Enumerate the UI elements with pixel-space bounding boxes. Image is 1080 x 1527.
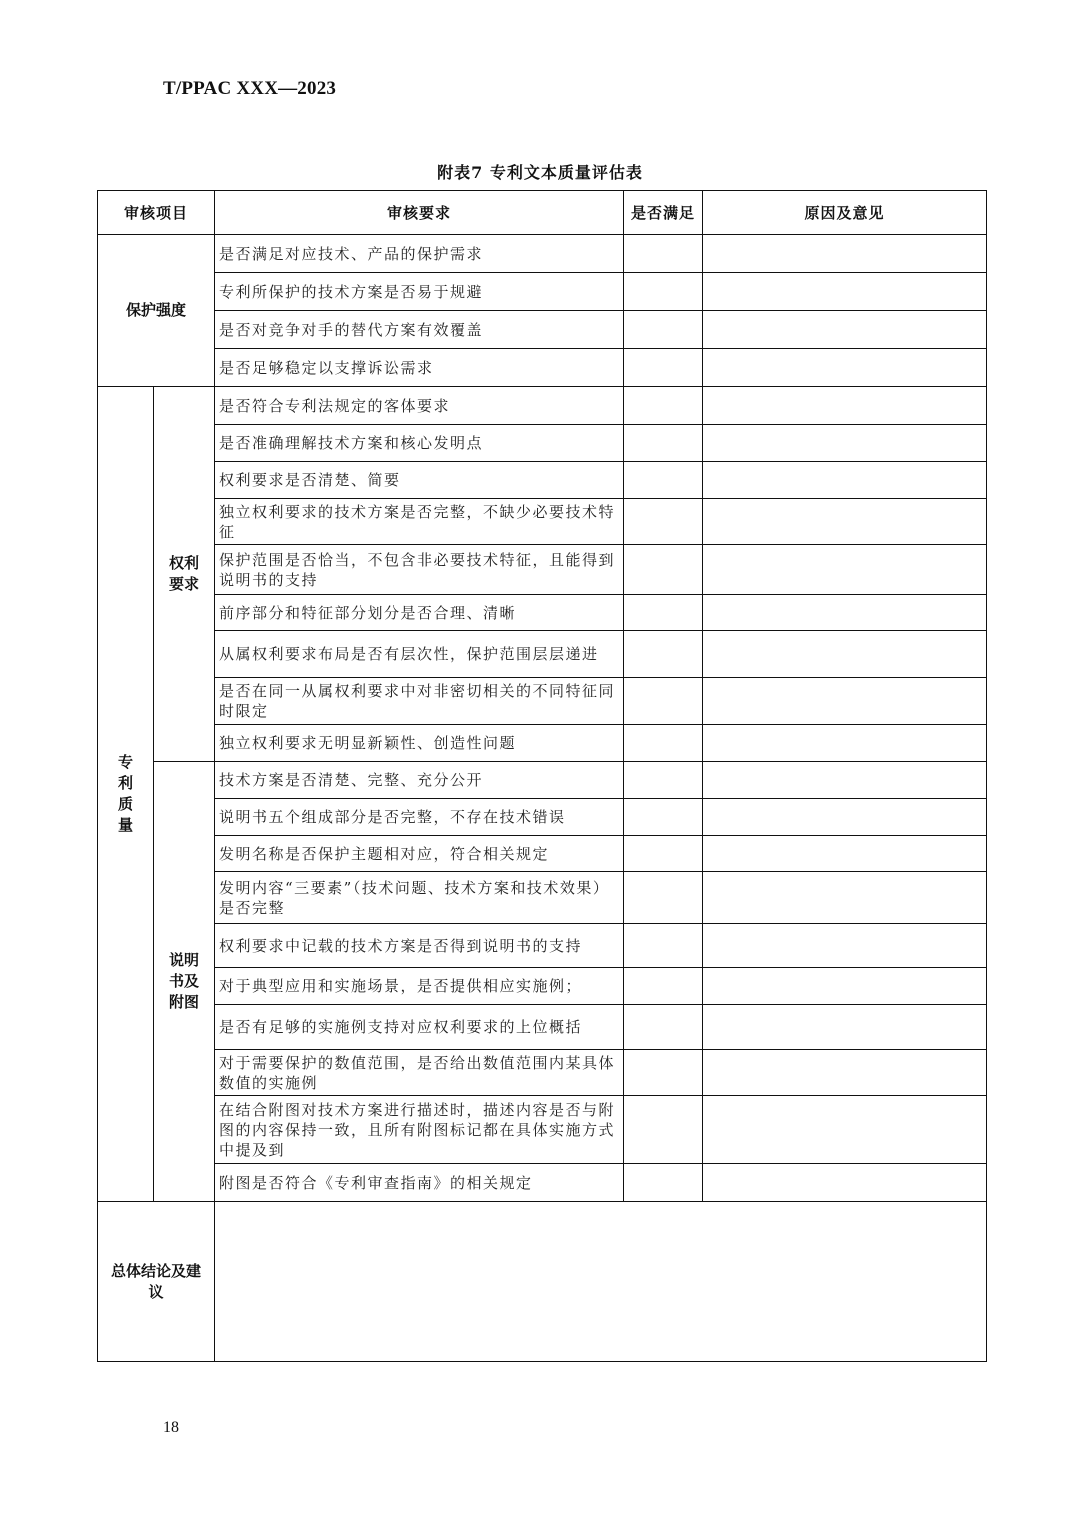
category-protection: 保护强度: [98, 235, 215, 387]
satisfied-cell[interactable]: [624, 799, 703, 836]
reason-cell[interactable]: [703, 273, 987, 311]
requirement-cell: 从属权利要求布局是否有层次性，保护范围层层递进: [215, 631, 624, 678]
table-row: [98, 1050, 987, 1096]
table-row: [98, 545, 987, 595]
conclusion-label: [98, 1202, 215, 1362]
satisfied-cell[interactable]: [624, 235, 703, 273]
satisfied-cell[interactable]: [624, 678, 703, 725]
reason-cell[interactable]: [703, 1050, 987, 1096]
reason-cell[interactable]: [703, 872, 987, 924]
column-header-requirement: 审核要求: [215, 191, 624, 235]
table-row: [98, 799, 987, 836]
reason-cell[interactable]: [703, 349, 987, 387]
subcategory-claims-label: 权利要求: [168, 554, 199, 593]
reason-cell[interactable]: [703, 836, 987, 872]
table-row: [98, 387, 987, 425]
requirement-cell: 技术方案是否清楚、完整、充分公开: [215, 762, 624, 799]
category-quality: [98, 387, 154, 1202]
requirement-cell: 权利要求是否清楚、简要: [215, 462, 624, 499]
requirement-cell: 对于需要保护的数值范围，是否给出数值范围内某具体数值的实施例: [215, 1050, 624, 1096]
requirement-cell: 前序部分和特征部分划分是否合理、清晰: [215, 595, 624, 631]
requirement-cell: 附图是否符合《专利审查指南》的相关规定: [215, 1164, 624, 1202]
column-header-reason: 原因及意见: [703, 191, 987, 235]
satisfied-cell[interactable]: [624, 425, 703, 462]
reason-cell[interactable]: [703, 425, 987, 462]
satisfied-cell[interactable]: [624, 872, 703, 924]
satisfied-cell[interactable]: [624, 273, 703, 311]
reason-cell[interactable]: [703, 499, 987, 545]
table-caption: 附表7 专利文本质量评估表: [437, 163, 643, 182]
subcategory-specification-label: 说明书及附图: [168, 951, 199, 1011]
table-row: [98, 235, 987, 273]
evaluation-table: [97, 190, 987, 1362]
satisfied-cell[interactable]: [624, 499, 703, 545]
requirement-cell: 发明内容“三要素”（技术问题、技术方案和技术效果）是否完整: [215, 872, 624, 924]
satisfied-cell[interactable]: [624, 1050, 703, 1096]
reason-cell[interactable]: [703, 595, 987, 631]
subcategory-specification: [154, 762, 215, 1202]
reason-cell[interactable]: [703, 545, 987, 595]
document-code: T/PPAC XXX—2023: [163, 78, 337, 99]
reason-cell[interactable]: [703, 924, 987, 968]
requirement-cell: 权利要求中记载的技术方案是否得到说明书的支持: [215, 924, 624, 968]
satisfied-cell[interactable]: [624, 311, 703, 349]
satisfied-cell[interactable]: [624, 631, 703, 678]
table-row: [98, 595, 987, 631]
requirement-cell: 发明名称是否保护主题相对应，符合相关规定: [215, 836, 624, 872]
satisfied-cell[interactable]: [624, 1096, 703, 1164]
requirement-cell: 保护范围是否恰当，不包含非必要技术特征，且能得到说明书的支持: [215, 545, 624, 595]
reason-cell[interactable]: [703, 1096, 987, 1164]
table-row: [98, 678, 987, 725]
satisfied-cell[interactable]: [624, 924, 703, 968]
satisfied-cell[interactable]: [624, 545, 703, 595]
requirement-cell: 是否准确理解技术方案和核心发明点: [215, 425, 624, 462]
table-row: [98, 1096, 987, 1164]
satisfied-cell[interactable]: [624, 1164, 703, 1202]
table-row: [98, 499, 987, 545]
table-row: [98, 349, 987, 387]
requirement-cell: 专利所保护的技术方案是否易于规避: [215, 273, 624, 311]
table-row: [98, 725, 987, 762]
satisfied-cell[interactable]: [624, 1005, 703, 1050]
satisfied-cell[interactable]: [624, 595, 703, 631]
requirement-cell: 是否有足够的实施例支持对应权利要求的上位概括: [215, 1005, 624, 1050]
table-row: [98, 273, 987, 311]
satisfied-cell[interactable]: [624, 725, 703, 762]
reason-cell[interactable]: [703, 1164, 987, 1202]
subcategory-claims: [154, 387, 215, 762]
table-row: [98, 968, 987, 1005]
requirement-cell: 是否对竞争对手的替代方案有效覆盖: [215, 311, 624, 349]
satisfied-cell[interactable]: [624, 836, 703, 872]
satisfied-cell[interactable]: [624, 762, 703, 799]
table-row: [98, 1164, 987, 1202]
column-header-item: 审核项目: [98, 191, 215, 235]
table-row: [98, 631, 987, 678]
reason-cell[interactable]: [703, 762, 987, 799]
reason-cell[interactable]: [703, 387, 987, 425]
requirement-cell: 是否符合专利法规定的客体要求: [215, 387, 624, 425]
requirement-cell: 独立权利要求的技术方案是否完整，不缺少必要技术特征: [215, 499, 624, 545]
reason-cell[interactable]: [703, 311, 987, 349]
table-row: [98, 836, 987, 872]
requirement-cell: 说明书五个组成部分是否完整，不存在技术错误: [215, 799, 624, 836]
reason-cell[interactable]: [703, 631, 987, 678]
reason-cell[interactable]: [703, 462, 987, 499]
requirement-cell: 是否满足对应技术、产品的保护需求: [215, 235, 624, 273]
satisfied-cell[interactable]: [624, 387, 703, 425]
category-quality-label: 专利质量: [117, 753, 133, 834]
requirement-cell: 独立权利要求无明显新颖性、创造性问题: [215, 725, 624, 762]
table-row: [98, 1005, 987, 1050]
satisfied-cell[interactable]: [624, 462, 703, 499]
requirement-cell: 在结合附图对技术方案进行描述时，描述内容是否与附图的内容保持一致，且所有附图标记都在具体实施方式中提及到: [215, 1096, 624, 1164]
table-row: [98, 762, 987, 799]
satisfied-cell[interactable]: [624, 349, 703, 387]
requirement-cell: 是否足够稳定以支撑诉讼需求: [215, 349, 624, 387]
requirement-cell: 对于典型应用和实施场景，是否提供相应实施例；: [215, 968, 624, 1005]
reason-cell[interactable]: [703, 968, 987, 1005]
reason-cell[interactable]: [703, 235, 987, 273]
conclusion-label-text: 总体结论及建议: [110, 1261, 201, 1301]
reason-cell[interactable]: [703, 799, 987, 836]
conclusion-field[interactable]: [215, 1202, 987, 1362]
table-row: [98, 311, 987, 349]
satisfied-cell[interactable]: [624, 968, 703, 1005]
column-header-satisfied: 是否满足: [624, 191, 703, 235]
reason-cell[interactable]: [703, 678, 987, 725]
table-row: [98, 872, 987, 924]
reason-cell[interactable]: [703, 1005, 987, 1050]
table-header-row: [98, 191, 987, 235]
table-row: [98, 425, 987, 462]
page-number: 18: [163, 1419, 179, 1436]
table-row: [98, 462, 987, 499]
conclusion-row: [98, 1202, 987, 1362]
table-row: [98, 924, 987, 968]
requirement-cell: 是否在同一从属权利要求中对非密切相关的不同特征同时限定: [215, 678, 624, 725]
reason-cell[interactable]: [703, 725, 987, 762]
